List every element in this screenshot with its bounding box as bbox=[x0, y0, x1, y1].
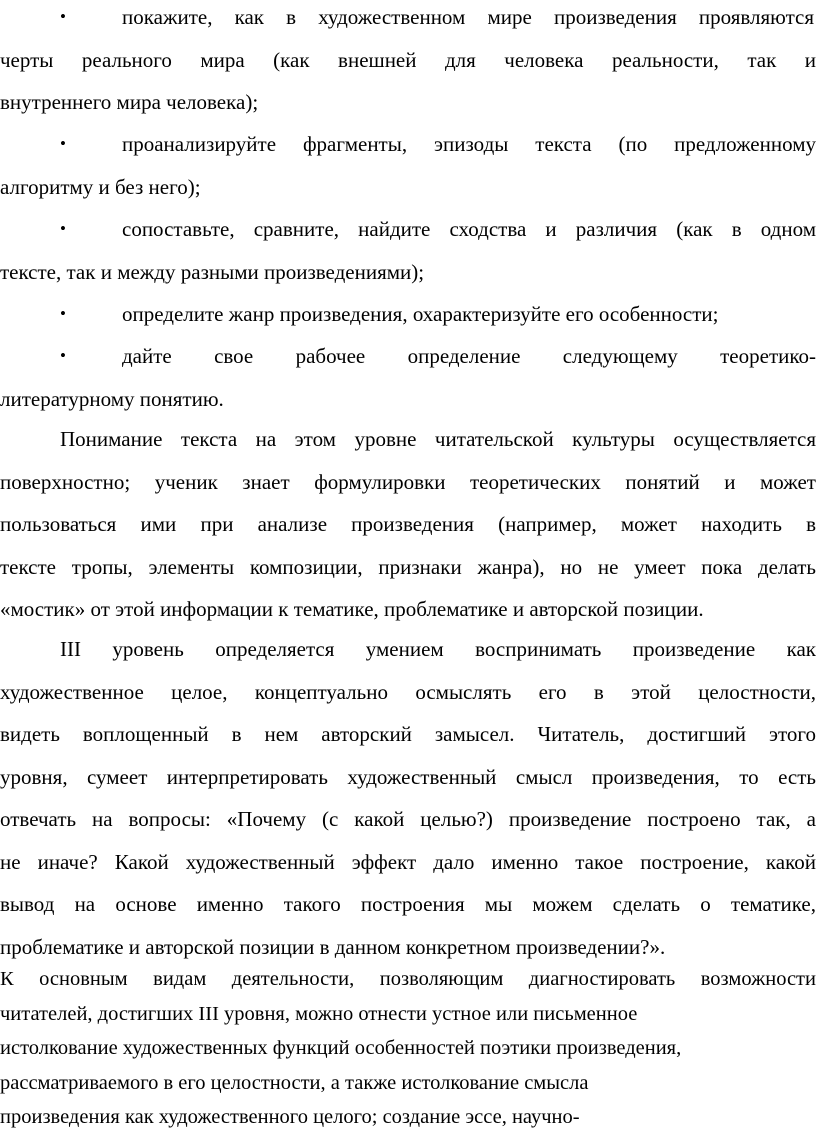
paragraph-1-line-2: поверхностно; ученик знает формулировки теоретических понятий и может bbox=[0, 469, 816, 494]
paragraph-1-line-3: пользоваться ими при анализе произведения (например, может находить в bbox=[0, 512, 816, 536]
bullet-icon: • bbox=[60, 7, 66, 26]
bullet-icon: • bbox=[60, 134, 66, 153]
bullet-5-line-2: литературному понятию. bbox=[0, 386, 224, 411]
bullet-2-line-2: алгоритму и без него); bbox=[0, 174, 201, 199]
paragraph-3 bbox=[0, 962, 816, 1135]
paragraph-2-line-6: не иначе? Какой художественный эффект дало именно такое построение, какой bbox=[0, 849, 816, 874]
bullet-3-line-1: сопоставьте, сравните, найдите сходства и различия (как в одном bbox=[122, 217, 816, 241]
bullet-item-5 bbox=[0, 335, 816, 420]
bullet-4-line-1: определите жанр произведения, охарактеризуйте его особенности; bbox=[122, 302, 719, 326]
paragraph-2-line-8: проблематике и авторской позиции в данном конкретном произведении?». bbox=[0, 934, 666, 959]
paragraph-3-line-5: произведения как художественного целого; создание эссе, научно- bbox=[0, 1106, 580, 1128]
paragraph-3-line-4: рассматриваемого в его целостности, а также истолкование смысла bbox=[0, 1071, 589, 1094]
bullet-1-line-3: внутреннего мира человека); bbox=[0, 90, 259, 114]
paragraph-2-line-3: видеть воплощенный в нем авторский замысел. Читатель, достигший этого bbox=[0, 722, 816, 746]
bullet-item-2 bbox=[0, 123, 816, 208]
bullet-1-line-1: покажите, как в художественном мире произведения проявляются bbox=[122, 5, 814, 29]
bullet-item-3 bbox=[0, 208, 816, 293]
paragraph-2-line-2: художественное целое, концептуально осмыслять его в этой целостности, bbox=[0, 679, 816, 704]
bullet-icon: • bbox=[60, 219, 66, 238]
bullet-1-line-2: черты реального мира (как внешней для человека реальности, так и bbox=[0, 47, 816, 72]
paragraph-1-line-1: Понимание текста на этом уровне читательской культуры осуществляется bbox=[60, 427, 816, 451]
bullet-2-line-1: проанализируйте фрагменты, эпизоды текста (по предложенному bbox=[122, 132, 816, 156]
paragraph-1-line-5: «мостик» от этой информации к тематике, проблематике и авторской позиции. bbox=[0, 597, 704, 621]
paragraph-1 bbox=[0, 418, 816, 631]
bullet-3-line-2: тексте, так и между разными произведениями); bbox=[0, 259, 425, 284]
paragraph-3-line-3: истолкование художественных функций особенностей поэтики произведения, bbox=[0, 1037, 682, 1059]
paragraph-2-line-7: вывод на основе именно такого построения мы можем сделать о тематике, bbox=[0, 892, 816, 916]
paragraph-1-line-4: тексте тропы, элементы композиции, признаки жанра), но не умеет пока делать bbox=[0, 554, 816, 579]
bullet-icon: • bbox=[60, 304, 66, 323]
paragraph-2-line-1: III уровень определяется умением воспринимать произведение как bbox=[60, 637, 816, 661]
bullet-item-1 bbox=[0, 0, 816, 124]
bullet-icon: • bbox=[60, 346, 66, 365]
paragraph-2 bbox=[0, 628, 816, 968]
bullet-5-line-1: дайте свое рабочее определение следующему теоретико- bbox=[122, 344, 816, 368]
paragraph-3-line-1: К основным видам деятельности, позволяющим диагностировать возможности bbox=[0, 968, 816, 990]
paragraph-2-line-4: уровня, сумеет интерпретировать художественный смысл произведения, то есть bbox=[0, 764, 816, 789]
bullet-item-4 bbox=[0, 293, 816, 336]
paragraph-2-line-5: отвечать на вопросы: «Почему (с какой целью?) произведение построено так, а bbox=[0, 807, 816, 831]
paragraph-3-line-2: читателей, достигших III уровня, можно отнести устное или письменное bbox=[0, 1002, 638, 1025]
